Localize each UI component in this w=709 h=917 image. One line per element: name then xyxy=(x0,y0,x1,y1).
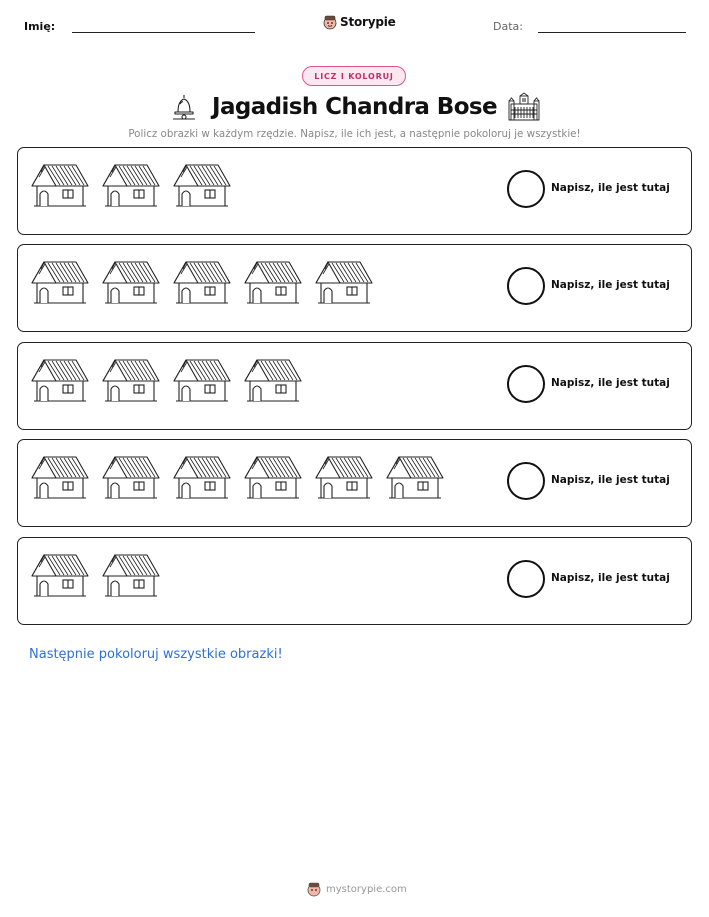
house-icon xyxy=(101,552,161,598)
counting-row xyxy=(17,342,692,430)
name-line xyxy=(72,32,255,33)
worksheet-header xyxy=(0,0,709,50)
name-label: Imię: xyxy=(24,20,56,33)
house-icon xyxy=(30,454,90,500)
bell-icon xyxy=(170,92,198,122)
footer-site: mystorypie.com xyxy=(326,883,407,895)
house-icon xyxy=(314,259,374,305)
date-line xyxy=(538,32,686,33)
date-label: Data: xyxy=(493,20,523,33)
house-icon xyxy=(314,454,374,500)
counting-row xyxy=(17,537,692,625)
house-icon xyxy=(172,259,232,305)
answer-circle[interactable] xyxy=(507,560,545,598)
answer-label: Napisz, ile jest tutaj xyxy=(551,182,670,194)
house-icon xyxy=(172,357,232,403)
house-icon xyxy=(101,162,161,208)
house-icon xyxy=(385,454,445,500)
counting-row xyxy=(17,439,692,527)
answer-label: Napisz, ile jest tutaj xyxy=(551,572,670,584)
instructions: Policz obrazki w każdym rzędzie. Napisz, ile ich jest, a następnie pokoloruj je wszystkie! xyxy=(128,128,581,140)
brand-logo xyxy=(323,13,396,31)
house-icon xyxy=(243,259,303,305)
answer-circle[interactable] xyxy=(507,462,545,500)
answer-circle[interactable] xyxy=(507,267,545,305)
answer-circle[interactable] xyxy=(507,170,545,208)
activity-badge: LICZ I KOLORUJ xyxy=(302,66,406,86)
house-icon xyxy=(30,162,90,208)
house-icon xyxy=(243,454,303,500)
footer-brand xyxy=(307,880,407,898)
house-icon xyxy=(243,357,303,403)
storypie-mascot-icon xyxy=(307,881,321,897)
house-icon xyxy=(30,552,90,598)
answer-label: Napisz, ile jest tutaj xyxy=(551,279,670,291)
house-icon xyxy=(101,259,161,305)
house-icon xyxy=(101,454,161,500)
counting-row xyxy=(17,244,692,332)
page-title: Jagadish Chandra Bose xyxy=(212,94,497,120)
house-icon xyxy=(101,357,161,403)
brand-name: Storypie xyxy=(340,15,396,29)
house-icon xyxy=(172,454,232,500)
storypie-mascot-icon xyxy=(323,14,337,30)
counting-row xyxy=(17,147,692,235)
house-icon xyxy=(172,162,232,208)
answer-label: Napisz, ile jest tutaj xyxy=(551,474,670,486)
answer-label: Napisz, ile jest tutaj xyxy=(551,377,670,389)
color-instruction: Następnie pokoloruj wszystkie obrazki! xyxy=(29,647,283,662)
answer-circle[interactable] xyxy=(507,365,545,403)
house-icon xyxy=(30,357,90,403)
title-row xyxy=(0,90,709,124)
building-icon xyxy=(507,92,541,122)
house-icon xyxy=(30,259,90,305)
